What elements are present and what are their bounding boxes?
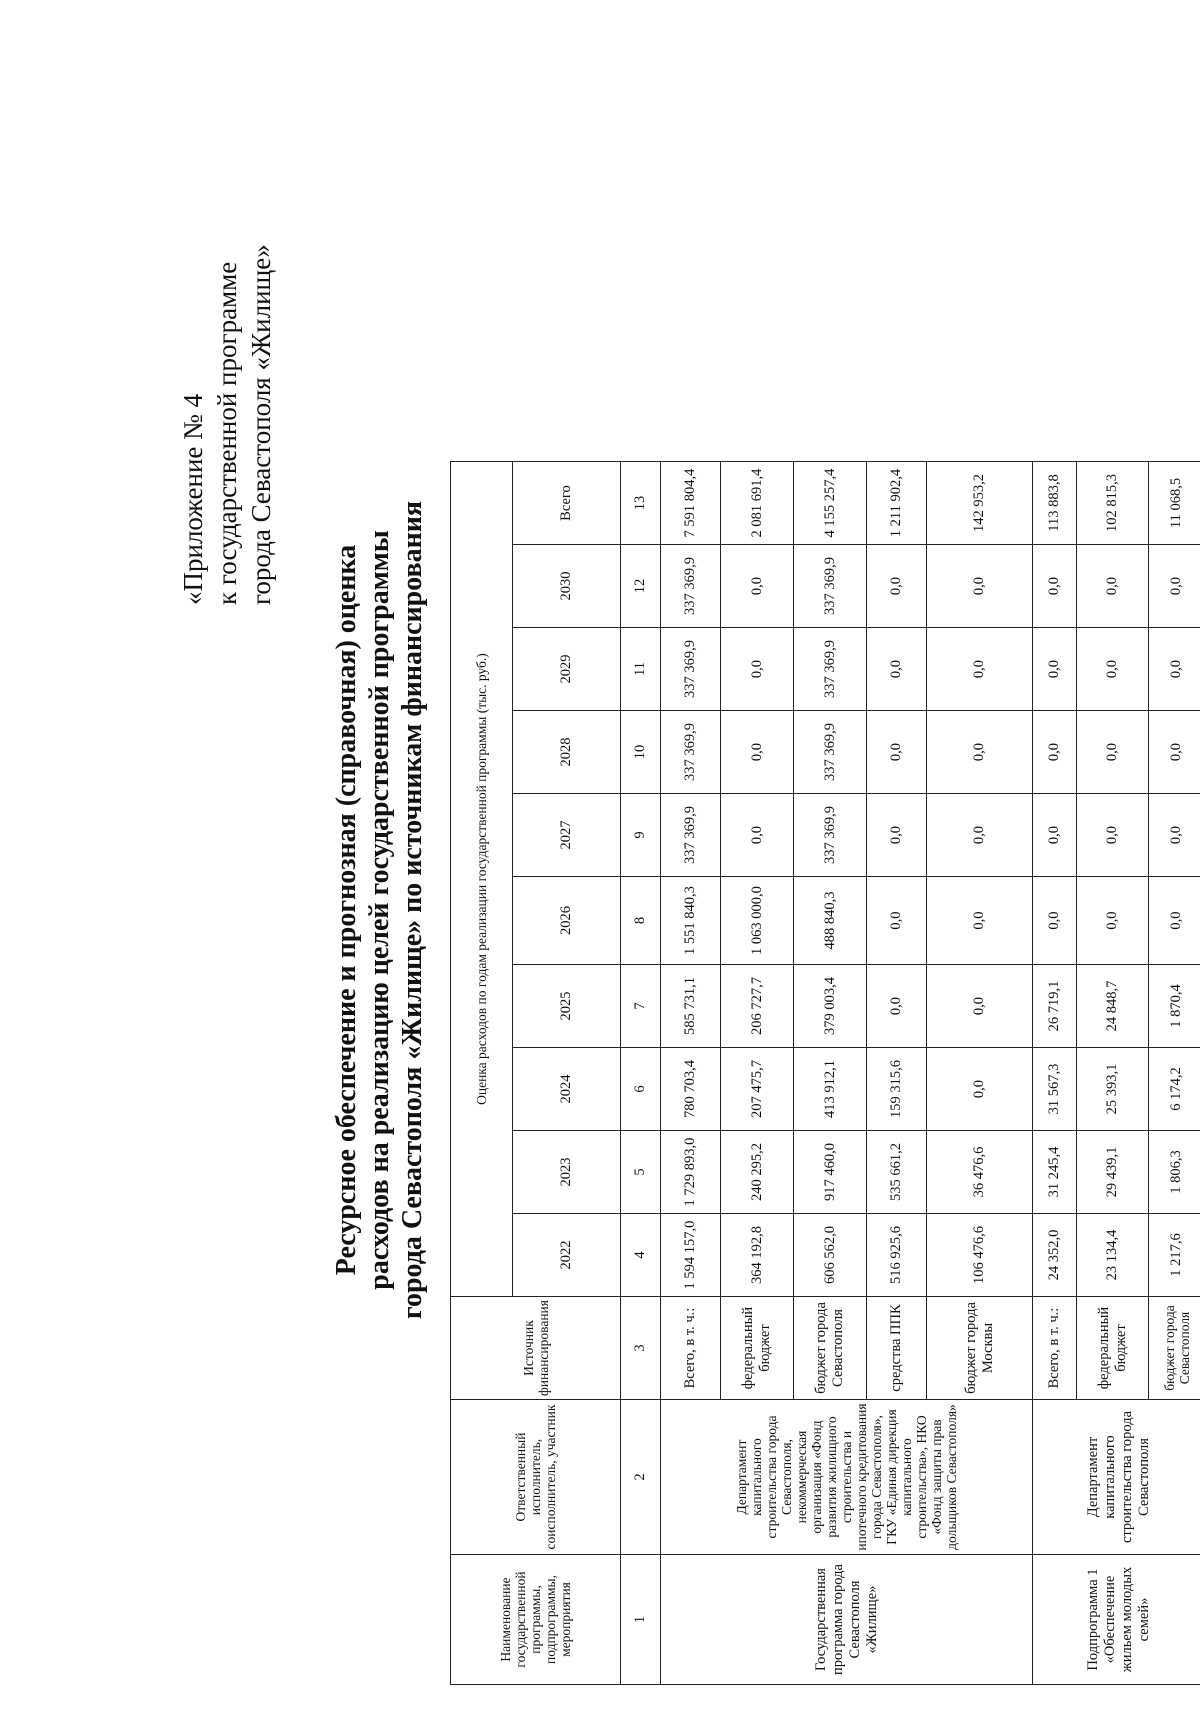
value-cell: 0,0 [1033,545,1077,628]
value-cell: 1 211 902,4 [867,462,927,545]
column-number: 12 [621,545,661,628]
column-number: 2 [621,1400,661,1555]
document-title [330,260,429,1560]
table-row [661,462,721,1685]
value-cell: 1 063 000,0 [721,877,794,965]
appendix-line-1: «Приложение № 4 [178,393,208,605]
value-cell: 337 369,9 [794,545,867,628]
value-cell: 0,0 [1149,877,1200,965]
value-cell: 24 352,0 [1033,1214,1077,1297]
value-cell: 0,0 [867,965,927,1048]
value-cell: 585 731,1 [661,965,721,1048]
value-cell: 337 369,9 [661,628,721,711]
value-cell: 29 439,1 [1077,1131,1149,1214]
column-number: 4 [621,1214,661,1297]
column-number: 7 [621,965,661,1048]
header-year: 2024 [513,1048,621,1131]
column-number: 11 [621,628,661,711]
value-cell: 488 840,3 [794,877,867,965]
value-cell: 0,0 [721,794,794,877]
value-cell: 11 068,5 [1149,462,1200,545]
header-year: 2029 [513,628,621,711]
column-number: 1 [621,1555,661,1685]
column-number-row [621,462,661,1685]
value-cell: 0,0 [1033,794,1077,877]
column-number: 13 [621,462,661,545]
value-cell: 206 727,7 [721,965,794,1048]
value-cell: 0,0 [927,794,1033,877]
value-cell: 0,0 [1033,877,1077,965]
value-cell: 337 369,9 [794,628,867,711]
subprogram-name: Подпрограмма 1 «Обеспечение жильем молодых семей» [1033,1555,1200,1685]
column-number: 3 [621,1297,661,1400]
value-cell: 0,0 [867,545,927,628]
value-cell: 7 591 804,4 [661,462,721,545]
value-cell: 0,0 [1033,711,1077,794]
value-cell: 0,0 [1033,628,1077,711]
header-year: 2022 [513,1214,621,1297]
value-cell: 0,0 [1077,794,1149,877]
value-cell: 0,0 [927,628,1033,711]
column-number: 6 [621,1048,661,1131]
value-cell: 0,0 [1149,711,1200,794]
title-line-3: города Севастополя «Жилище» по источникам финансирования [397,500,428,1320]
value-cell: 337 369,9 [661,794,721,877]
header-year: 2027 [513,794,621,877]
header-name: Наименование государственной программы, подпрограммы, мероприятия [451,1555,621,1685]
value-cell: 780 703,4 [661,1048,721,1131]
value-cell: 379 003,4 [794,965,867,1048]
value-cell: 337 369,9 [794,794,867,877]
value-cell: 0,0 [1149,545,1200,628]
value-cell: 337 369,9 [661,711,721,794]
program-name: Государственная программа города Севастополя «Жилище» [661,1555,1033,1685]
header-year: 2026 [513,877,621,965]
source-cell: федеральный бюджет [721,1297,794,1400]
value-cell: 102 815,3 [1077,462,1149,545]
value-cell: 2 081 691,4 [721,462,794,545]
header-estimate: Оценка расходов по годам реализации государственной программы (тыс. руб.) [451,462,513,1297]
value-cell: 413 912,1 [794,1048,867,1131]
header-responsible: Ответственный исполнитель, соисполнитель, участник [451,1400,621,1555]
program-responsible: Департамент капитального строительства города Севастополя, некоммерческая организация «Фонд развития жилищного строительства и ипотечного кредитования города Севастополя», ГКУ «Единая дирекция капитального строительства», НКО «Фонд защиты прав дольщиков Севастополя» [661,1400,1033,1555]
value-cell: 0,0 [1077,628,1149,711]
header-year: 2028 [513,711,621,794]
value-cell: 26 719,1 [1033,965,1077,1048]
header-year: 2023 [513,1131,621,1214]
value-cell: 1 729 893,0 [661,1131,721,1214]
value-cell: 535 661,2 [867,1131,927,1214]
source-cell: федеральный бюджет [1077,1297,1149,1400]
value-cell: 23 134,4 [1077,1214,1149,1297]
header-year: 2025 [513,965,621,1048]
value-cell: 1 217,6 [1149,1214,1200,1297]
value-cell: 240 295,2 [721,1131,794,1214]
value-cell: 0,0 [1077,545,1149,628]
source-cell: Всего, в т. ч.: [661,1297,721,1400]
value-cell: 364 192,8 [721,1214,794,1297]
value-cell: 0,0 [927,545,1033,628]
title-line-2: расходов на реализацию целей государственной программы [364,530,395,1290]
value-cell: 1 594 157,0 [661,1214,721,1297]
value-cell: 0,0 [721,545,794,628]
title-line-1: Ресурсное обеспечение и прогнозная (справочная) оценка [331,544,362,1276]
column-number: 5 [621,1131,661,1214]
column-number: 9 [621,794,661,877]
funding-table [450,461,1200,1685]
column-number: 10 [621,711,661,794]
source-cell: бюджет города Севастополя [794,1297,867,1400]
value-cell: 106 476,6 [927,1214,1033,1297]
appendix-line-2: к государственной программе [212,261,242,605]
value-cell: 36 476,6 [927,1131,1033,1214]
table-row [1033,462,1077,1685]
value-cell: 0,0 [927,1048,1033,1131]
source-cell: средства ППК [867,1297,927,1400]
value-cell: 31 245,4 [1033,1131,1077,1214]
value-cell: 0,0 [867,711,927,794]
value-cell: 1 551 840,3 [661,877,721,965]
value-cell: 0,0 [1077,711,1149,794]
value-cell: 606 562,0 [794,1214,867,1297]
value-cell: 0,0 [867,794,927,877]
value-cell: 142 953,2 [927,462,1033,545]
value-cell: 6 174,2 [1149,1048,1200,1131]
value-cell: 0,0 [721,628,794,711]
value-cell: 1 806,3 [1149,1131,1200,1214]
value-cell: 0,0 [927,877,1033,965]
value-cell: 0,0 [1149,794,1200,877]
subprogram-responsible: Департамент капитального строительства города Севастополя [1033,1400,1200,1555]
source-cell: бюджет города Москвы [927,1297,1033,1400]
value-cell: 4 155 257,4 [794,462,867,545]
value-cell: 0,0 [721,711,794,794]
value-cell: 337 369,9 [794,711,867,794]
source-cell: Всего, в т. ч.: [1033,1297,1077,1400]
header-year: 2030 [513,545,621,628]
value-cell: 31 567,3 [1033,1048,1077,1131]
header-source: Источник финансирования [451,1297,621,1400]
value-cell: 113 883,8 [1033,462,1077,545]
value-cell: 337 369,9 [661,545,721,628]
value-cell: 1 870,4 [1149,965,1200,1048]
column-number: 8 [621,877,661,965]
value-cell: 159 315,6 [867,1048,927,1131]
appendix-line-3: города Севастополя «Жилище» [246,244,276,605]
header-row-1 [451,462,513,1685]
value-cell: 24 848,7 [1077,965,1149,1048]
header-total: Всего [513,462,621,545]
appendix-note [176,85,278,605]
value-cell: 0,0 [927,965,1033,1048]
value-cell: 917 460,0 [794,1131,867,1214]
value-cell: 0,0 [867,628,927,711]
value-cell: 0,0 [867,877,927,965]
value-cell: 516 925,6 [867,1214,927,1297]
value-cell: 25 393,1 [1077,1048,1149,1131]
value-cell: 0,0 [1077,877,1149,965]
source-cell: бюджет города Севастополя [1149,1297,1200,1400]
value-cell: 207 475,7 [721,1048,794,1131]
value-cell: 0,0 [1149,628,1200,711]
value-cell: 0,0 [927,711,1033,794]
